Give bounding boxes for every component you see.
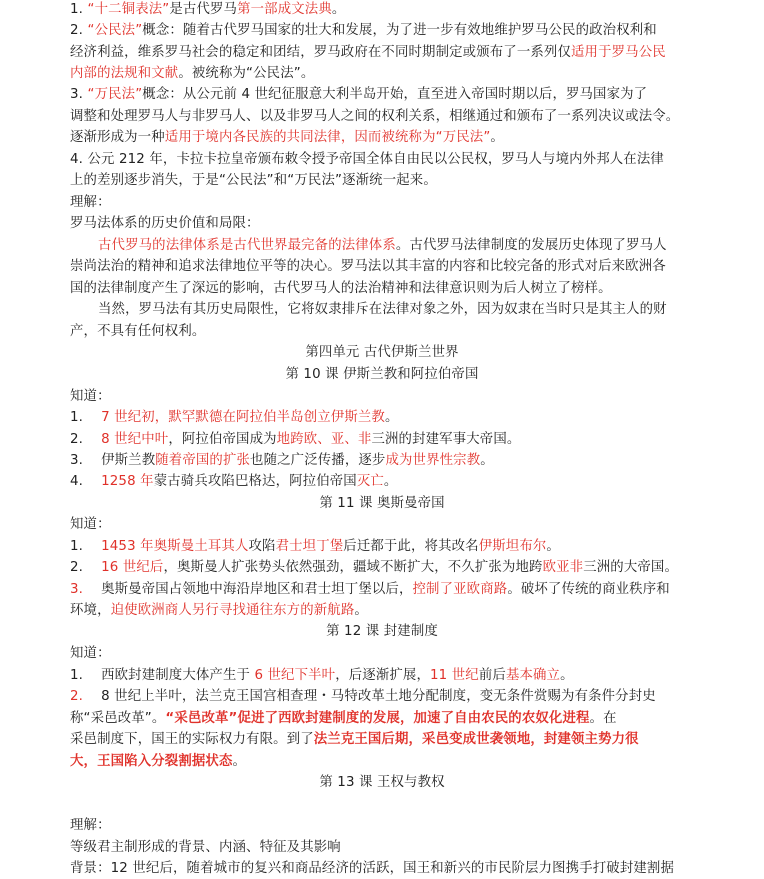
text-segment: 国的法律制度产生了深远的影响，古代罗马人的法治精神和法律意识则为后人树立了榜样。 bbox=[70, 281, 612, 296]
highlighted-text: 16 世纪后 bbox=[101, 560, 164, 575]
text-segment: 第四单元 古代伊斯兰世界 bbox=[305, 345, 459, 360]
text-segment: 。 bbox=[383, 474, 398, 489]
highlighted-text: 灭亡 bbox=[356, 474, 384, 489]
text-line bbox=[70, 279, 720, 299]
highlighted-text: “万民法” bbox=[87, 87, 143, 102]
text-segment: 经济利益，维系罗马社会的稳定和团结，罗马政府在不同时期制定或颁布了一系列仅 bbox=[70, 45, 572, 60]
text-line bbox=[70, 558, 720, 578]
text-line bbox=[70, 752, 720, 772]
text-segment: 理解： bbox=[70, 195, 111, 210]
highlighted-text: 成为世界性宗教 bbox=[385, 453, 481, 468]
text-segment: 4. 公元 212 年，卡拉卡拉皇帝颁布敕令授予帝国全体自由民以公民权，罗马人与境内外邦人在法律 bbox=[70, 152, 664, 167]
text-line bbox=[70, 236, 720, 256]
text-segment: 采邑制度下，国王的实际权力有限。到了 bbox=[70, 732, 314, 747]
text-line bbox=[70, 838, 720, 858]
text-segment: 产，不具有任何权利。 bbox=[70, 324, 206, 339]
text-segment: 1. bbox=[70, 668, 84, 683]
text-segment: 概念：随着古代罗马国家的壮大和发展，为了进一步有效地维护罗马公民的政治权利和 bbox=[142, 23, 657, 38]
highlighted-text: “十二铜表法” bbox=[87, 2, 170, 17]
text-segment: 当然，罗马法有其历史局限性，它将奴隶排斥在法律对象之外，因为奴隶在当时只是其主人的财 bbox=[98, 302, 667, 317]
text-segment: 西欧封建制度大体产生于 bbox=[101, 668, 255, 683]
highlighted-text: 法兰克王国后期，采邑变成世袭领地，封建领主势力很 bbox=[313, 732, 639, 747]
text-line bbox=[70, 451, 720, 471]
text-segment: 。被统称为“公民法”。 bbox=[178, 66, 315, 81]
text-line bbox=[70, 644, 720, 664]
highlighted-text: 适用于罗马公民 bbox=[571, 45, 666, 60]
text-line bbox=[70, 0, 720, 20]
text-segment: 前后 bbox=[478, 668, 506, 683]
text-segment: 3. bbox=[70, 87, 88, 102]
highlighted-text: “公民法” bbox=[87, 23, 143, 38]
text-line bbox=[40, 773, 724, 793]
text-segment: 上的差别逐步消失，于是“公民法”和“万民法”逐渐统一起来。 bbox=[70, 173, 437, 188]
highlighted-text: 8 世纪中叶 bbox=[101, 432, 169, 447]
text-line bbox=[70, 128, 720, 148]
text-segment: 2. bbox=[70, 432, 84, 447]
text-segment: 。 bbox=[232, 754, 247, 769]
text-line bbox=[70, 687, 720, 707]
text-segment: 概念：从公元前 4 世纪征服意大利半岛开始，直至进入帝国时期以后，罗马国家为了 bbox=[142, 87, 648, 102]
text-segment: 1. bbox=[70, 539, 84, 554]
text-line bbox=[70, 666, 720, 686]
highlighted-text: 基本确立 bbox=[505, 668, 561, 683]
text-segment: 第 11 课 奥斯曼帝国 bbox=[319, 496, 445, 511]
text-segment: 后迁都于此，将其改名 bbox=[343, 539, 479, 554]
text-line bbox=[70, 601, 720, 621]
text-line bbox=[70, 816, 720, 836]
highlighted-text: 第一部成文法典 bbox=[237, 2, 332, 17]
text-segment: 8 世纪上半叶，法兰克王国宫相查理・马特改革土地分配制度，变无条件赏赐为有条件分封史 bbox=[101, 689, 656, 704]
text-segment: 2. bbox=[70, 23, 88, 38]
text-line bbox=[70, 472, 720, 492]
text-line bbox=[70, 64, 720, 84]
text-line bbox=[70, 85, 720, 105]
text-segment: 逐渐形成为一种 bbox=[70, 130, 165, 145]
highlighted-text: 地跨欧、亚、非 bbox=[276, 432, 372, 447]
highlighted-text: 控制了亚欧商路 bbox=[412, 582, 508, 597]
highlighted-text: 内部的法规和文献 bbox=[70, 66, 179, 81]
text-segment: ，阿拉伯帝国成为 bbox=[168, 432, 277, 447]
text-segment: 三洲的封建军事大帝国。 bbox=[371, 432, 521, 447]
text-line bbox=[70, 515, 720, 535]
text-segment: 。 bbox=[384, 410, 399, 425]
text-line bbox=[70, 43, 720, 63]
text-line bbox=[70, 107, 720, 127]
text-segment: 1. bbox=[70, 410, 84, 425]
text-line bbox=[70, 387, 720, 407]
text-line bbox=[70, 430, 720, 450]
text-segment: 罗马法体系的历史价值和局限： bbox=[70, 216, 260, 231]
text-line bbox=[40, 494, 724, 514]
text-segment: 1. bbox=[70, 2, 88, 17]
text-segment: 调整和处理罗马人与非罗马人、以及非罗马人之间的权利关系，相继通过和颁布了一系列决议或法令。 bbox=[70, 109, 680, 124]
highlighted-text: 7 世纪初，默罕默德在阿拉伯半岛创立伊斯兰教 bbox=[101, 410, 385, 425]
highlighted-text: 6 世纪下半叶 bbox=[254, 668, 336, 683]
highlighted-text: 11 世纪 bbox=[430, 668, 479, 683]
text-segment: 理解： bbox=[70, 818, 111, 833]
text-segment: 是古代罗马 bbox=[169, 2, 238, 17]
text-segment: ，奥斯曼人扩张势头依然强劲，疆域不断扩大，不久扩张为地跨 bbox=[163, 560, 543, 575]
text-segment: 第 13 课 王权与教权 bbox=[319, 775, 445, 790]
text-line bbox=[70, 300, 720, 320]
text-segment: 第 12 课 封建制度 bbox=[326, 624, 438, 639]
text-segment: 4. bbox=[70, 474, 84, 489]
highlighted-text: 适用于境内各民族的共同法律，因而被统称为“万民法” bbox=[164, 130, 491, 145]
text-line bbox=[70, 709, 720, 729]
highlighted-text: 1453 年奥斯曼土耳其人 bbox=[101, 539, 249, 554]
text-segment: 。 bbox=[354, 603, 368, 618]
text-line bbox=[70, 21, 720, 41]
highlighted-text: “采邑改革”促进了西欧封建制度的发展，加速了自由农民的农奴化进程 bbox=[165, 711, 590, 726]
text-segment: 三洲的大帝国。 bbox=[583, 560, 679, 575]
text-segment: 奥斯曼帝国占领地中海沿岸地区和君士坦丁堡以后， bbox=[101, 582, 413, 597]
text-line bbox=[70, 859, 720, 879]
highlighted-text: 随着帝国的扩张 bbox=[155, 453, 251, 468]
text-segment: 。 bbox=[560, 668, 574, 683]
text-line bbox=[40, 365, 724, 385]
text-line bbox=[70, 257, 720, 277]
text-line bbox=[70, 580, 720, 600]
text-segment: 。 bbox=[546, 539, 560, 554]
text-line bbox=[70, 214, 720, 234]
text-segment: 环境， bbox=[70, 603, 111, 618]
highlighted-text: 伊斯坦布尔 bbox=[478, 539, 547, 554]
text-segment: 2. bbox=[70, 560, 84, 575]
text-segment: 3. bbox=[70, 453, 84, 468]
text-segment: 知道： bbox=[70, 517, 111, 532]
text-line bbox=[70, 322, 720, 342]
text-segment: 称“采邑改革”。 bbox=[70, 711, 166, 726]
text-line bbox=[70, 730, 720, 750]
highlighted-text: 迫使欧洲商人另行寻找通往东方的新航路 bbox=[110, 603, 355, 618]
text-segment: 崇尚法治的精神和追求法律地位平等的决心。罗马法以其丰富的内容和比较完备的形式对后来欧洲各 bbox=[70, 259, 666, 274]
text-segment: 也随之广泛传播，逐步 bbox=[250, 453, 386, 468]
text-line bbox=[70, 537, 720, 557]
text-line bbox=[40, 622, 724, 642]
text-segment: ，后逐渐扩展， bbox=[335, 668, 431, 683]
text-segment: 。破坏了传统的商业秩序和 bbox=[507, 582, 670, 597]
text-line bbox=[70, 795, 720, 815]
highlighted-text: 1258 年 bbox=[101, 474, 154, 489]
text-segment: 。 bbox=[490, 130, 504, 145]
text-line bbox=[70, 150, 720, 170]
text-segment: 知道： bbox=[70, 646, 111, 661]
highlighted-text: 欧亚非 bbox=[542, 560, 584, 575]
text-segment: 伊斯兰教 bbox=[101, 453, 156, 468]
highlighted-text: 3. bbox=[70, 582, 84, 597]
text-line bbox=[70, 408, 720, 428]
text-segment: 攻陷 bbox=[248, 539, 276, 554]
text-segment: 等级君主制形成的背景、内涵、特征及其影响 bbox=[70, 840, 341, 855]
text-segment: 蒙古骑兵攻陷巴格达，阿拉伯帝国 bbox=[153, 474, 357, 489]
highlighted-text: 古代罗马的法律体系是古代世界最完备的法律体系 bbox=[98, 238, 396, 253]
text-segment: 。古代罗马法律制度的发展历史体现了罗马人 bbox=[395, 238, 667, 253]
text-segment: 。 bbox=[331, 2, 346, 17]
highlighted-text: 2. bbox=[70, 689, 84, 704]
text-line bbox=[40, 343, 724, 363]
text-line bbox=[70, 171, 720, 191]
text-segment: 第 10 课 伊斯兰教和阿拉伯帝国 bbox=[285, 367, 479, 382]
text-line bbox=[70, 193, 720, 213]
text-segment: 。 bbox=[480, 453, 494, 468]
highlighted-text: 君士坦丁堡 bbox=[275, 539, 344, 554]
highlighted-text: 大，王国陷入分裂割据状态 bbox=[70, 754, 233, 769]
text-segment: 。在 bbox=[589, 711, 617, 726]
text-segment: 背景：12 世纪后，随着城市的复兴和商品经济的活跃，国王和新兴的市民阶层力图携手打破封建割据 bbox=[70, 861, 674, 876]
text-segment: 知道： bbox=[70, 389, 111, 404]
